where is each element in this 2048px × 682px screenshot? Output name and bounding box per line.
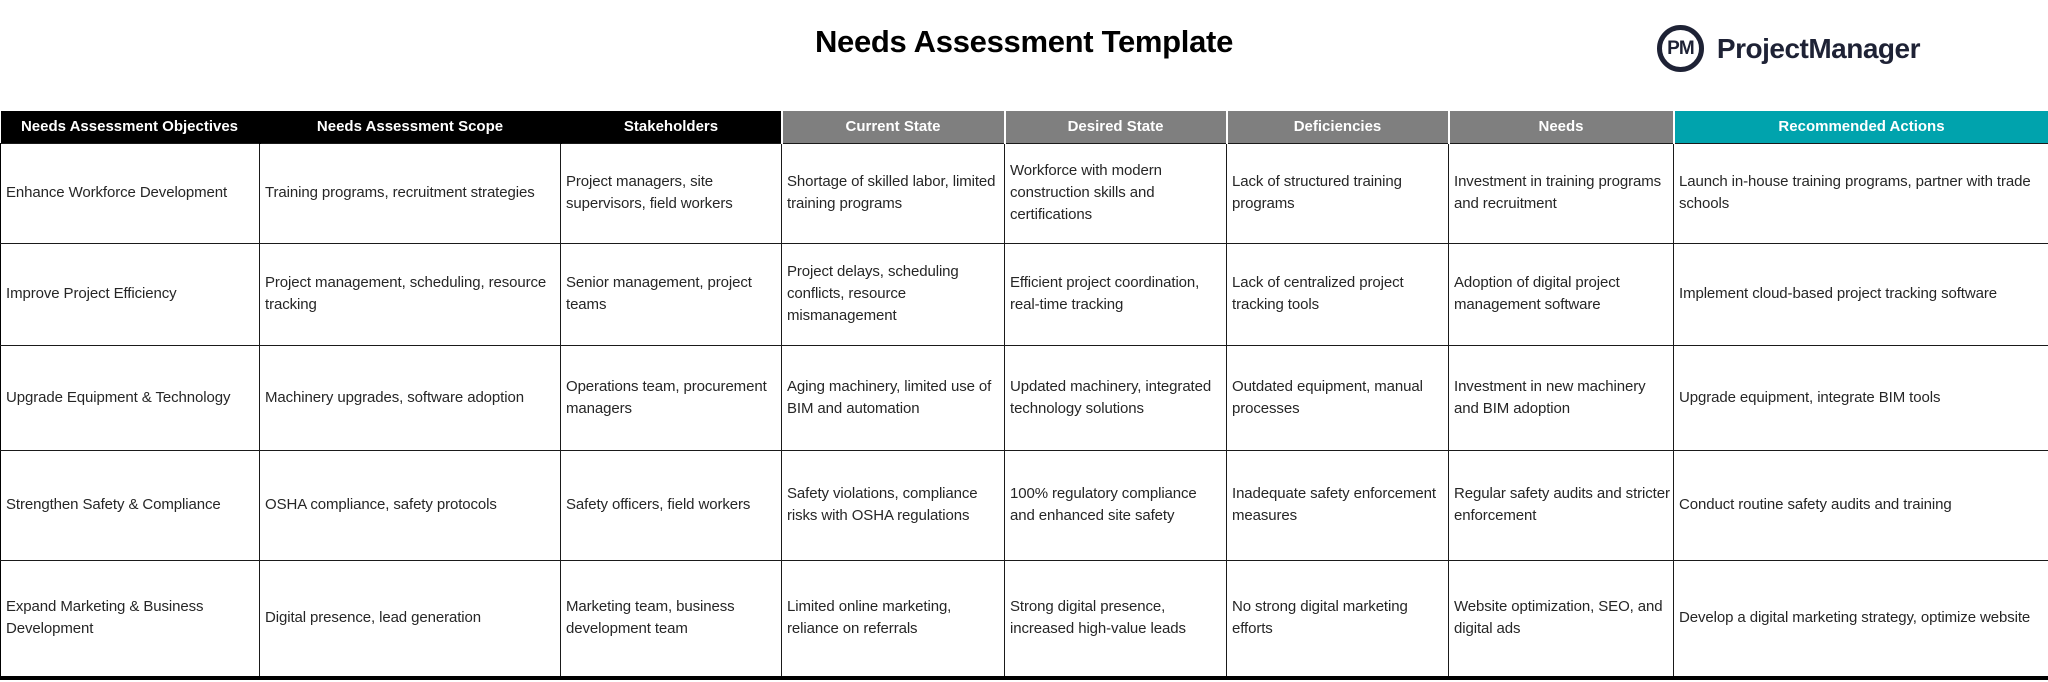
pm-logo-icon <box>1657 25 1704 72</box>
cell-desired-state: 100% regulatory compliance and enhanced site safety <box>1005 450 1227 560</box>
column-header-deficiencies: Deficiencies <box>1227 111 1449 143</box>
cell-recommended-action: Develop a digital marketing strategy, optimize website <box>1674 560 2048 678</box>
cell-needs: Adoption of digital project management software <box>1449 243 1674 345</box>
column-header-objectives: Needs Assessment Objectives <box>1 111 260 143</box>
cell-recommended-action: Implement cloud-based project tracking software <box>1674 243 2048 345</box>
cell-desired-state: Updated machinery, integrated technology solutions <box>1005 345 1227 450</box>
cell-scope: OSHA compliance, safety protocols <box>260 450 561 560</box>
column-header-needs: Needs <box>1449 111 1674 143</box>
cell-stakeholders: Senior management, project teams <box>561 243 782 345</box>
cell-current-state: Aging machinery, limited use of BIM and automation <box>782 345 1005 450</box>
column-header-stakeholders: Stakeholders <box>561 111 782 143</box>
table-row <box>1 345 2048 450</box>
cell-scope: Training programs, recruitment strategies <box>260 143 561 243</box>
cell-recommended-action: Launch in-house training programs, partner with trade schools <box>1674 143 2048 243</box>
cell-current-state: Shortage of skilled labor, limited training programs <box>782 143 1005 243</box>
cell-stakeholders: Safety officers, field workers <box>561 450 782 560</box>
cell-recommended-action: Upgrade equipment, integrate BIM tools <box>1674 345 2048 450</box>
cell-objective: Expand Marketing & Business Development <box>1 560 260 678</box>
cell-objective: Improve Project Efficiency <box>1 243 260 345</box>
cell-scope: Machinery upgrades, software adoption <box>260 345 561 450</box>
cell-recommended-action: Conduct routine safety audits and training <box>1674 450 2048 560</box>
brand-name: ProjectManager <box>1716 32 1920 64</box>
cell-objective: Enhance Workforce Development <box>1 143 260 243</box>
cell-deficiencies: Lack of structured training programs <box>1227 143 1449 243</box>
column-header-recommended-actions: Recommended Actions <box>1674 111 2048 143</box>
table-row <box>1 143 2048 243</box>
column-header-scope: Needs Assessment Scope <box>260 111 561 143</box>
cell-current-state: Limited online marketing, reliance on referrals <box>782 560 1005 678</box>
cell-needs: Regular safety audits and stricter enforcement <box>1449 450 1674 560</box>
cell-needs: Investment in training programs and recruitment <box>1449 143 1674 243</box>
top-bar <box>0 0 2048 110</box>
table-row <box>1 243 2048 345</box>
cell-desired-state: Efficient project coordination, real-time tracking <box>1005 243 1227 345</box>
cell-stakeholders: Marketing team, business development team <box>561 560 782 678</box>
cell-current-state: Safety violations, compliance risks with OSHA regulations <box>782 450 1005 560</box>
cell-objective: Upgrade Equipment & Technology <box>1 345 260 450</box>
cell-objective: Strengthen Safety & Compliance <box>1 450 260 560</box>
cell-desired-state: Workforce with modern construction skills and certifications <box>1005 143 1227 243</box>
table-row <box>1 560 2048 678</box>
cell-current-state: Project delays, scheduling conflicts, resource mismanagement <box>782 243 1005 345</box>
column-header-desired-state: Desired State <box>1005 111 1227 143</box>
pm-logo-initials: PM <box>1667 37 1694 59</box>
needs-assessment-table <box>0 111 2048 680</box>
cell-stakeholders: Project managers, site supervisors, field workers <box>561 143 782 243</box>
cell-desired-state: Strong digital presence, increased high-value leads <box>1005 560 1227 678</box>
cell-needs: Website optimization, SEO, and digital ads <box>1449 560 1674 678</box>
cell-deficiencies: Lack of centralized project tracking tools <box>1227 243 1449 345</box>
table-row <box>1 450 2048 560</box>
cell-deficiencies: No strong digital marketing efforts <box>1227 560 1449 678</box>
cell-deficiencies: Outdated equipment, manual processes <box>1227 345 1449 450</box>
page-title: Needs Assessment Template <box>814 24 1234 59</box>
cell-scope: Digital presence, lead generation <box>260 560 561 678</box>
cell-needs: Investment in new machinery and BIM adoption <box>1449 345 1674 450</box>
table-header-row <box>1 111 2048 143</box>
brand-logo <box>1657 25 1920 72</box>
column-header-current-state: Current State <box>782 111 1005 143</box>
cell-scope: Project management, scheduling, resource tracking <box>260 243 561 345</box>
cell-deficiencies: Inadequate safety enforcement measures <box>1227 450 1449 560</box>
cell-stakeholders: Operations team, procurement managers <box>561 345 782 450</box>
